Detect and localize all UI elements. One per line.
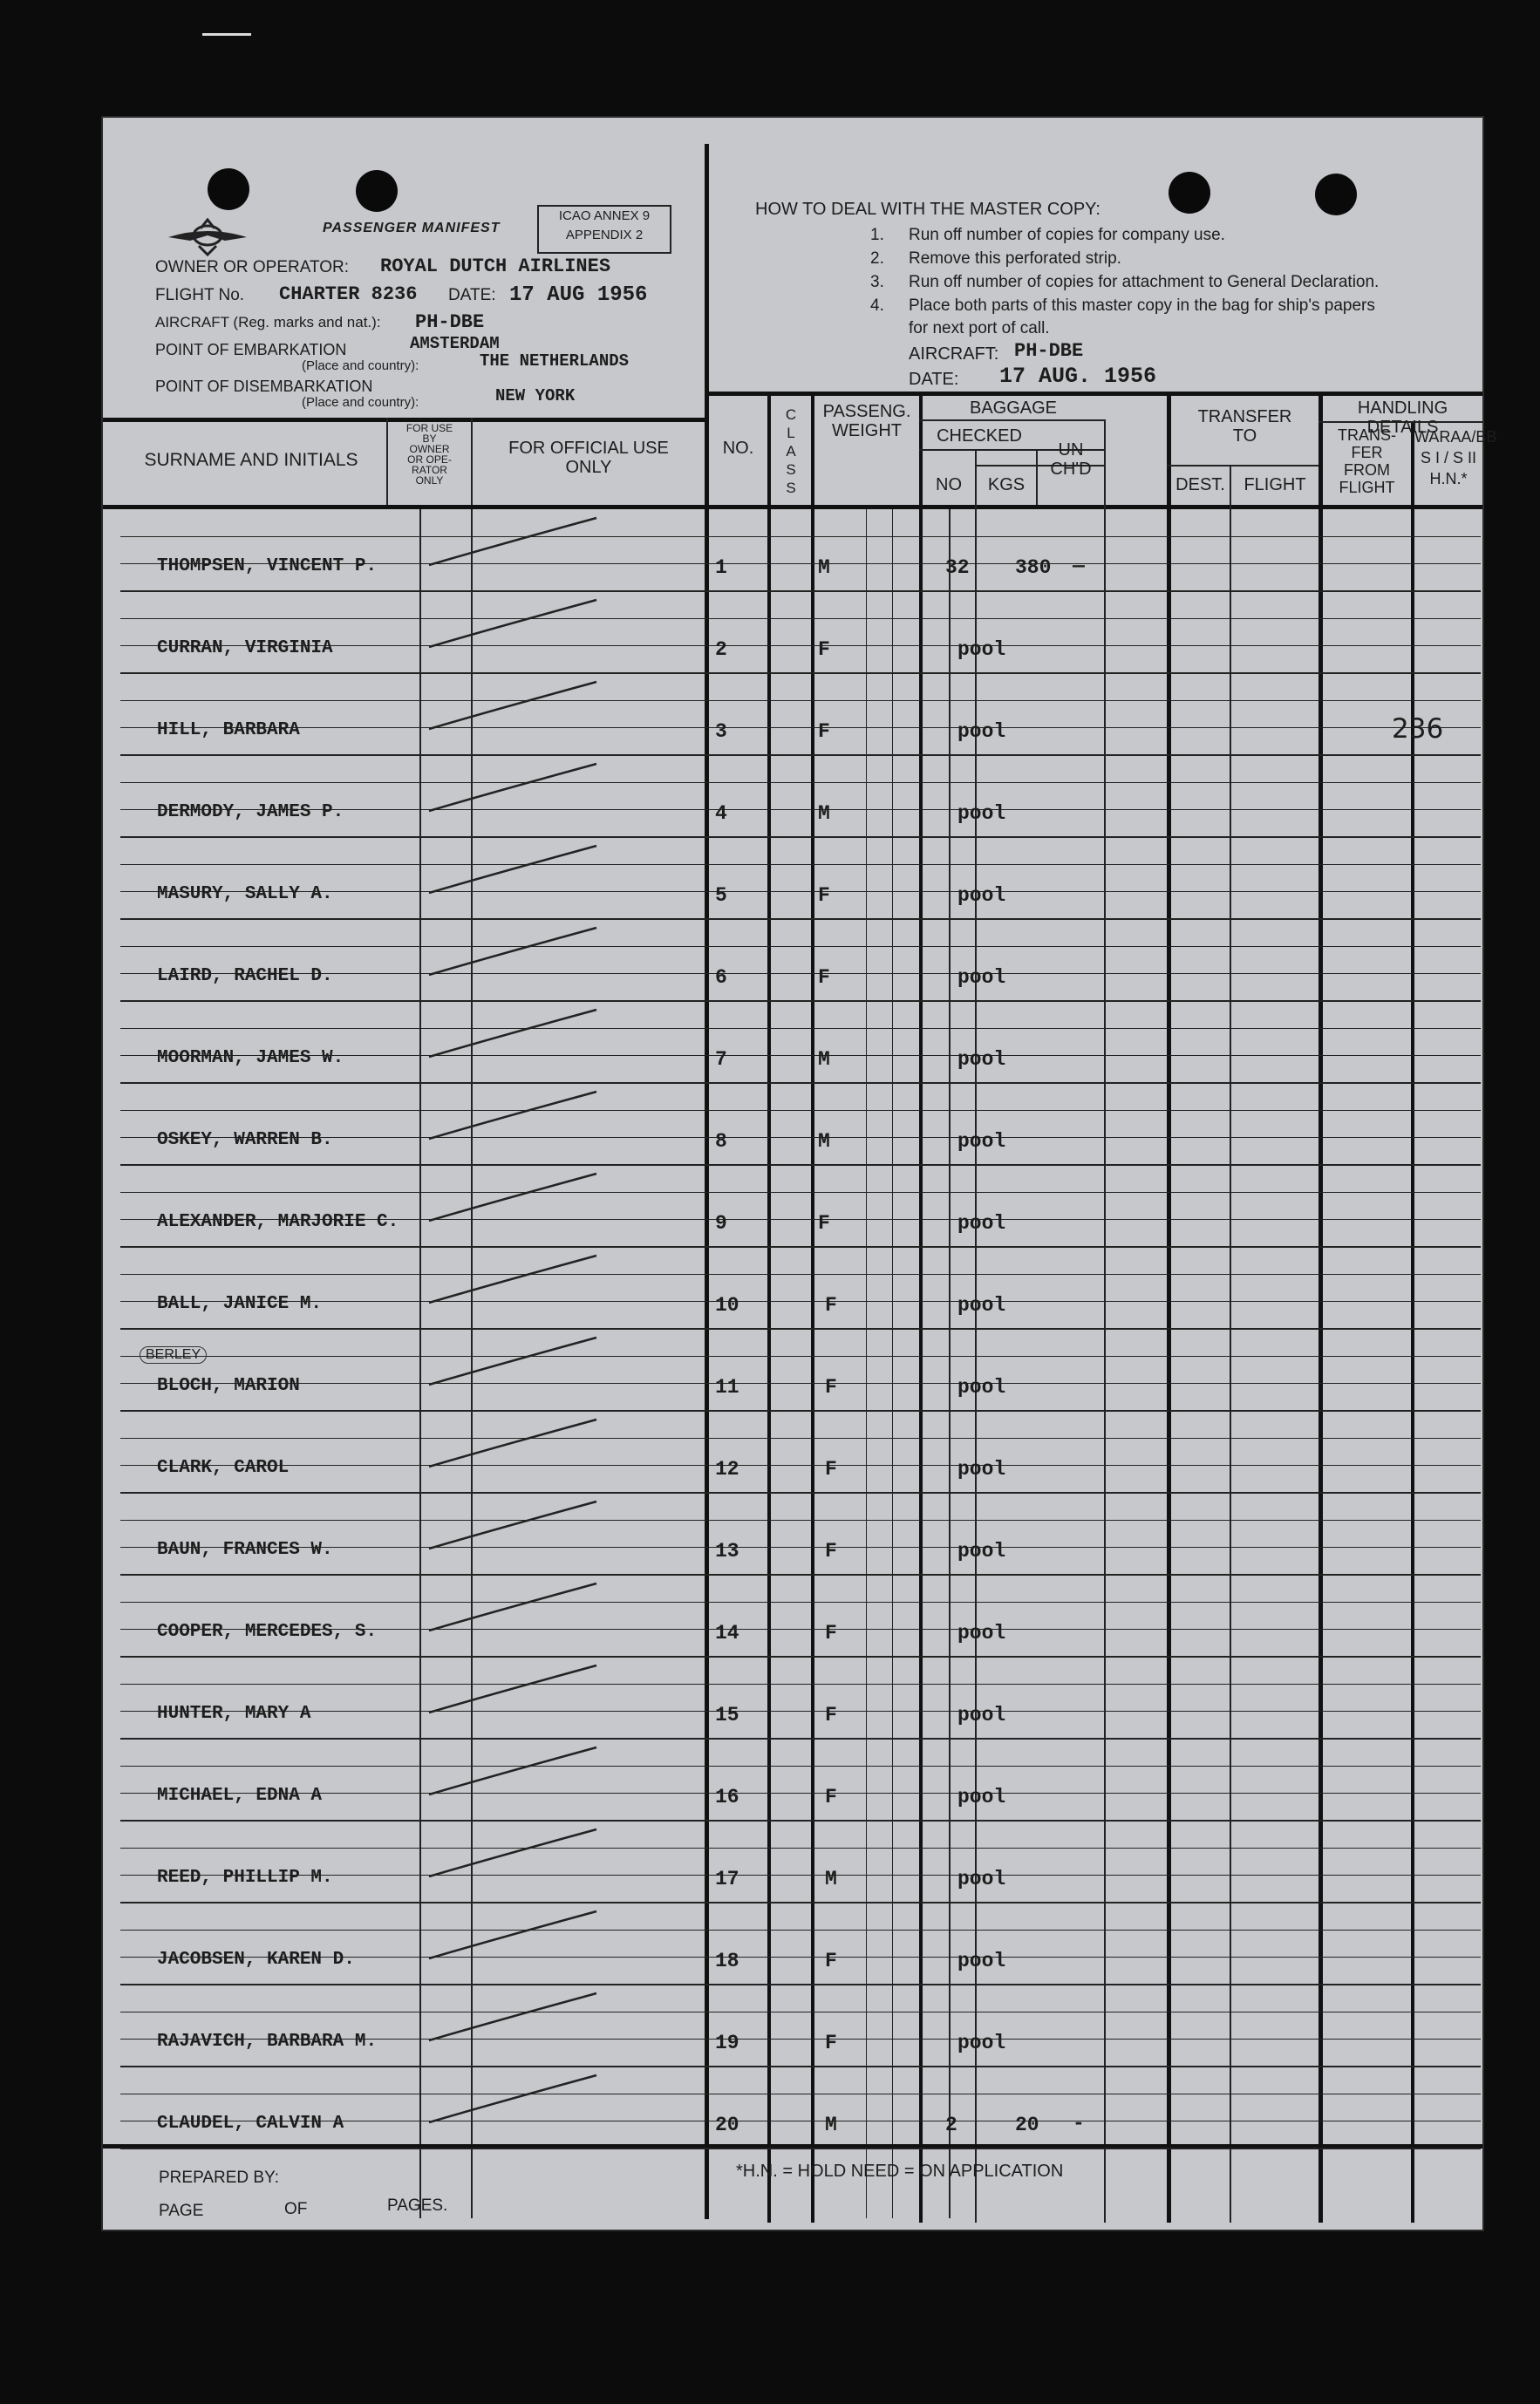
passenger-name: JACOBSEN, KAREN D. (157, 1950, 355, 1970)
bag-kgs: pool (957, 1540, 1006, 1563)
col-no: NO. (722, 439, 754, 458)
passenger-sex: F (825, 1540, 837, 1563)
col-owner-use-line: RATOR (412, 464, 447, 476)
col-rule (949, 509, 951, 2218)
row-rule (120, 1766, 1481, 1767)
row-rule (120, 1328, 1481, 1330)
official-check-mark (422, 1331, 649, 1392)
passenger-sex: M (818, 1130, 830, 1153)
bag-kgs: pool (957, 1294, 1006, 1317)
hn-note: *H.N. = HOLD NEED = ON APPLICATION (736, 2162, 1064, 2181)
passenger-name: REED, PHILLIP M. (157, 1868, 333, 1888)
col-owner-use-line: BY (422, 432, 437, 445)
passenger-no: 9 (715, 1212, 727, 1235)
hn-number: 236 (1392, 713, 1444, 745)
row-rule (120, 1602, 1481, 1603)
prepared-by-label: PREPARED BY: (159, 2169, 279, 2187)
row-rule (120, 1000, 1481, 1002)
row-rule (120, 1793, 1481, 1794)
passenger-name: CLAUDEL, CALVIN A (157, 2114, 344, 2134)
passenger-name: DERMODY, JAMES P. (157, 802, 344, 822)
row-rule (120, 1082, 1481, 1084)
row-rule (120, 1656, 1481, 1658)
col-owner-use-line: OR OPE- (407, 453, 452, 466)
page-label: PAGE (159, 2202, 204, 2220)
punch-hole (208, 168, 249, 210)
row-rule (120, 1574, 1481, 1576)
row-rule (120, 1192, 1481, 1193)
instruction-text: Run off number of copies for company use. (909, 226, 1225, 244)
row-rule (120, 782, 1481, 783)
col-trans-from (1323, 426, 1411, 496)
passenger-no: 11 (715, 1376, 739, 1399)
row-rule (120, 618, 1481, 619)
row-rule (120, 1902, 1481, 1903)
unchecked: — (1073, 555, 1085, 577)
icao-line2: APPENDIX 2 (565, 228, 644, 242)
header-rule (919, 419, 1104, 421)
passenger-no: 16 (715, 1786, 739, 1808)
col-rule (1411, 421, 1414, 2223)
punch-hole (1315, 174, 1357, 215)
embark-label: POINT OF EMBARKATION (155, 341, 347, 358)
col-trans-from-line: FLIGHT (1339, 479, 1395, 496)
passenger-sex: M (818, 802, 830, 825)
passenger-sex: F (818, 638, 830, 661)
passenger-sex: F (825, 1704, 837, 1726)
col-official-use-line: ONLY (565, 458, 612, 477)
col-official-use-line: FOR OFFICIAL USE (508, 439, 669, 458)
official-check-mark (422, 1003, 649, 1064)
col-bag-no: NO (936, 475, 962, 494)
col-unchd (1038, 440, 1104, 479)
col-class (771, 405, 811, 497)
official-check-mark (422, 757, 649, 818)
passenger-name: LAIRD, RACHEL D. (157, 966, 333, 986)
row-rule (120, 1984, 1481, 1985)
passenger-name: RAJAVICH, BARBARA M. (157, 2032, 378, 2052)
passenger-sex: F (825, 2032, 837, 2054)
passenger-no: 6 (715, 966, 727, 989)
bag-kgs: pool (957, 1458, 1006, 1481)
col-trans-from-line: FER (1351, 444, 1383, 461)
passenger-name: MOORMAN, JAMES W. (157, 1048, 344, 1068)
row-rule (120, 836, 1481, 838)
passenger-sex: M (825, 2114, 837, 2136)
official-check-mark (422, 1740, 649, 1801)
passenger-no: 3 (715, 720, 727, 743)
passenger-sex: F (825, 1786, 837, 1808)
bag-kgs: 20 (1015, 2114, 1039, 2136)
col-class-letter: C (785, 406, 797, 423)
instruction-text: for next port of call. (909, 319, 1050, 337)
col-unchd-line: UN (1058, 440, 1084, 460)
passenger-no: 1 (715, 556, 727, 579)
official-check-mark (422, 1986, 649, 2047)
col-rule (1104, 419, 1106, 2223)
col-owner-use (388, 423, 471, 486)
passenger-sex: M (825, 1868, 837, 1890)
row-rule (120, 1438, 1481, 1439)
owner-label: OWNER OR OPERATOR: (155, 258, 350, 276)
col-rule (866, 509, 867, 2218)
scan-speck (202, 33, 251, 36)
bag-kgs: pool (957, 1950, 1006, 1972)
passenger-sex: F (818, 884, 830, 907)
row-rule (120, 1684, 1481, 1685)
col-rule (892, 509, 893, 2218)
passenger-no: 4 (715, 802, 727, 825)
official-check-mark (422, 1904, 649, 1965)
punch-hole (356, 170, 398, 212)
col-handling: HANDLING DETAILS (1357, 398, 1448, 437)
bag-kgs: pool (957, 1048, 1006, 1071)
col-class-letter: S (786, 461, 796, 478)
row-rule (120, 1520, 1481, 1521)
bag-kgs: pool (957, 884, 1006, 907)
official-check-mark (422, 593, 649, 654)
of-label: OF (284, 2200, 308, 2218)
passenger-no: 14 (715, 1622, 739, 1645)
col-checked: CHECKED (937, 426, 1022, 446)
bag-kgs: pool (957, 1868, 1006, 1890)
form-title: PASSENGER MANIFEST (323, 221, 501, 235)
bag-kgs: pool (957, 1786, 1006, 1808)
bag-kgs: pool (957, 720, 1006, 743)
col-transfer (1171, 407, 1319, 446)
row-rule (120, 1465, 1481, 1466)
col-unchd-line: CH'D (1050, 460, 1092, 479)
official-check-mark (422, 2068, 649, 2129)
unchecked: - (1073, 2112, 1085, 2135)
col-official-use (473, 439, 705, 477)
passenger-no: 20 (715, 2114, 739, 2136)
passenger-sex: F (818, 966, 830, 989)
passenger-no: 12 (715, 1458, 739, 1481)
disembark-value: NEW YORK (495, 386, 576, 405)
passenger-sex: F (825, 1622, 837, 1645)
row-rule (120, 1711, 1481, 1712)
row-rule (120, 1820, 1481, 1822)
passenger-no: 8 (715, 1130, 727, 1153)
row-rule (120, 1274, 1481, 1275)
col-rule (767, 392, 771, 2223)
date-value: 17 AUG 1956 (509, 283, 648, 307)
row-rule (120, 1110, 1481, 1111)
col-passeng-line: WEIGHT (832, 421, 902, 440)
punch-hole (1169, 172, 1210, 214)
row-rule (120, 918, 1481, 920)
header-rule (1167, 465, 1319, 466)
passenger-name: OSKEY, WARREN B. (157, 1130, 333, 1150)
passenger-no: 15 (715, 1704, 739, 1726)
row-rule (120, 754, 1481, 756)
disembark-sub: (Place and country): (302, 395, 419, 410)
official-check-mark (422, 1167, 649, 1228)
col-rule (919, 392, 923, 2223)
col-passeng-line: PASSENG. (822, 402, 911, 421)
row-rule (120, 700, 1481, 701)
row-rule (120, 1492, 1481, 1494)
header-rule (705, 392, 1482, 396)
instruction-num: 1. (870, 226, 884, 244)
official-check-mark (422, 921, 649, 982)
official-check-mark (422, 511, 649, 572)
icao-box (537, 205, 671, 254)
row-rule (120, 1930, 1481, 1931)
row-rule (120, 1301, 1481, 1302)
airline-logo-icon (164, 209, 251, 262)
passenger-name: COOPER, MERCEDES, S. (157, 1622, 378, 1642)
bag-kgs: pool (957, 1376, 1006, 1399)
bag-kgs: pool (957, 1212, 1006, 1235)
embark-country: THE NETHERLANDS (480, 351, 630, 371)
flight-label: FLIGHT No. (155, 286, 245, 304)
row-rule (120, 2148, 1481, 2149)
passenger-no: 13 (715, 1540, 739, 1563)
row-rule (120, 1410, 1481, 1412)
col-passeng-weight (814, 402, 919, 440)
icao-line1: ICAO ANNEX 9 (558, 208, 651, 223)
col-trans-from-line: TRANS- (1338, 426, 1396, 444)
row-rule (120, 864, 1481, 865)
row-rule (120, 1738, 1481, 1740)
passenger-name: THOMPSEN, VINCENT P. (157, 556, 378, 576)
passenger-name: HILL, BARBARA (157, 720, 300, 740)
bag-count: 32 (945, 556, 970, 579)
row-rule (120, 2066, 1481, 2067)
bag-kgs: 380 (1015, 556, 1052, 579)
col-rule (1167, 392, 1171, 2223)
passenger-sex: F (825, 1950, 837, 1972)
passenger-name: ALEXANDER, MARJORIE C. (157, 1212, 399, 1232)
row-rule (120, 672, 1481, 674)
instructions-title: HOW TO DEAL WITH THE MASTER COPY: (755, 200, 1100, 219)
instr-aircraft-label: AIRCRAFT: (909, 344, 999, 364)
col-rule (419, 509, 421, 2218)
instruction-num: 3. (870, 273, 884, 291)
col-dest: DEST. (1175, 475, 1225, 494)
official-check-mark (422, 1413, 649, 1474)
instruction-text: Place both parts of this master copy in the bag for ship's papers (909, 296, 1375, 315)
passenger-name: BLOCH, MARION (157, 1376, 300, 1396)
aircraft-value: PH-DBE (415, 311, 485, 333)
passenger-sex: F (825, 1294, 837, 1317)
col-transfer-line: TRANSFER (1197, 407, 1292, 426)
row-rule (120, 1164, 1481, 1166)
row-rule (120, 590, 1481, 592)
official-check-mark (422, 675, 649, 736)
column-header-bottom-rule (103, 505, 1482, 509)
passenger-no: 5 (715, 884, 727, 907)
passenger-name: HUNTER, MARY A (157, 1704, 311, 1724)
passenger-sex: M (818, 1048, 830, 1071)
instr-aircraft-value: PH-DBE (1014, 340, 1084, 362)
bag-count: 2 (945, 2114, 957, 2136)
owner-value: ROYAL DUTCH AIRLINES (380, 255, 611, 277)
passenger-no: 18 (715, 1950, 739, 1972)
embark-value: AMSTERDAM (410, 334, 500, 353)
col-rule (1230, 465, 1231, 2223)
instruction-text: Run off number of copies for attachment to General Declaration. (909, 273, 1380, 291)
col-rule (811, 392, 814, 2223)
passenger-sex: F (825, 1376, 837, 1399)
row-rule (120, 1246, 1481, 1248)
col-surname: SURNAME AND INITIALS (144, 450, 358, 470)
passenger-no: 17 (715, 1868, 739, 1890)
passenger-name: BAUN, FRANCES W. (157, 1540, 333, 1560)
bag-kgs: pool (957, 802, 1006, 825)
passenger-no: 19 (715, 2032, 739, 2054)
col-kgs: KGS (987, 475, 1026, 494)
row-rule (120, 1356, 1481, 1357)
passenger-name: MASURY, SALLY A. (157, 884, 333, 904)
embark-sub: (Place and country): (302, 358, 419, 373)
col-class-letter: A (786, 443, 796, 460)
official-check-mark (422, 1577, 649, 1638)
row-rule (120, 946, 1481, 947)
instruction-num: 2. (870, 249, 884, 268)
bag-kgs: pool (957, 1704, 1006, 1726)
passenger-no: 2 (715, 638, 727, 661)
passenger-name: CURRAN, VIRGINIA (157, 638, 333, 658)
col-class-letter: S (786, 480, 796, 496)
header-rule (103, 418, 705, 422)
row-rule (120, 1383, 1481, 1384)
handwritten-annotation: BERLEY (140, 1346, 207, 1364)
col-waraa-line: WARAA/BB (1414, 428, 1497, 446)
instruction-text: Remove this perforated strip. (909, 249, 1121, 268)
passenger-name: MICHAEL, EDNA A (157, 1786, 323, 1806)
col-trans-from-line: FROM (1344, 461, 1390, 479)
bag-kgs: pool (957, 966, 1006, 989)
col-waraa-line: S I / S II (1420, 449, 1477, 466)
disembark-label: POINT OF DISEMBARKATION (155, 378, 373, 395)
col-class-letter: L (787, 425, 795, 441)
bag-kgs: pool (957, 2032, 1006, 2054)
col-waraa-line: H.N.* (1429, 470, 1468, 487)
bag-kgs: pool (957, 1622, 1006, 1645)
official-check-mark (422, 1658, 649, 1720)
col-waraa (1414, 426, 1497, 489)
passenger-name: CLARK, CAROL (157, 1458, 290, 1478)
row-rule (120, 536, 1481, 537)
official-check-mark (422, 1822, 649, 1883)
passenger-no: 7 (715, 1048, 727, 1071)
flight-value: CHARTER 8236 (279, 283, 418, 305)
row-rule (120, 1028, 1481, 1029)
bag-kgs: pool (957, 638, 1006, 661)
col-transfer-line: TO (1232, 426, 1257, 446)
passenger-name: BALL, JANICE M. (157, 1294, 323, 1314)
row-rule (120, 727, 1481, 728)
official-check-mark (422, 1495, 649, 1556)
passenger-sex: F (818, 720, 830, 743)
col-owner-use-line: OWNER (409, 443, 450, 455)
official-check-mark (422, 1249, 649, 1310)
instr-date-value: 17 AUG. 1956 (999, 364, 1157, 389)
manifest-sheet (103, 118, 1497, 2230)
instr-date-label: DATE: (909, 370, 959, 389)
passenger-no: 10 (715, 1294, 739, 1317)
bag-kgs: pool (957, 1130, 1006, 1153)
row-rule (120, 1848, 1481, 1849)
instruction-num: 4. (870, 296, 884, 315)
col-owner-use-line: ONLY (415, 474, 444, 487)
col-rule (1319, 392, 1323, 2223)
official-check-mark (422, 839, 649, 900)
col-owner-use-line: FOR USE (405, 422, 453, 434)
official-check-mark (422, 1085, 649, 1146)
col-baggage: BAGGAGE (969, 398, 1058, 418)
passenger-sex: M (818, 556, 830, 579)
date-label: DATE: (448, 286, 496, 304)
passenger-sex: F (818, 1212, 830, 1235)
passenger-sex: F (825, 1458, 837, 1481)
aircraft-label: AIRCRAFT (Reg. marks and nat.): (155, 314, 381, 330)
col-flight: FLIGHT (1244, 475, 1306, 494)
pages-label: PAGES. (387, 2196, 448, 2215)
